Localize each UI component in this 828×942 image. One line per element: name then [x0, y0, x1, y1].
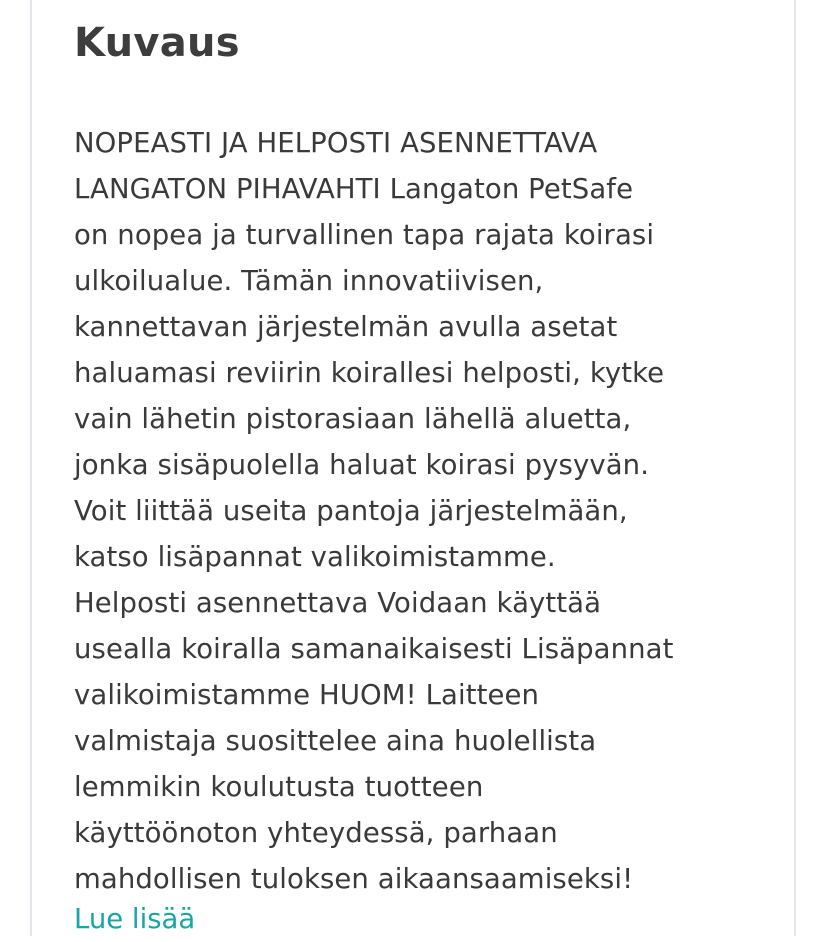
description-line: valikoimistamme HUOM! Laitteen: [74, 679, 540, 711]
description-line: Voit liittää useita pantoja järjestelmään,: [74, 495, 628, 527]
description-line: katso lisäpannat valikoimistamme.: [74, 541, 556, 573]
description-line: haluamasi reviirin koirallesi helposti, kytke: [74, 357, 665, 389]
description-line: lemmikin koulutusta tuotteen: [74, 771, 484, 803]
description-line: kannettavan järjestelmän avulla asetat: [74, 311, 618, 343]
section-title: Kuvaus: [74, 20, 240, 66]
description-line: valmistaja suosittelee aina huolellista: [74, 725, 597, 757]
description-line: LANGATON PIHAVAHTI Langaton PetSafe: [74, 173, 634, 205]
product-description: [74, 120, 774, 902]
description-line: vain lähetin pistorasiaan lähellä aluetta,: [74, 403, 632, 435]
description-line: usealla koiralla samanaikaisesti Lisäpannat: [74, 633, 674, 665]
description-line: Helposti asennettava Voidaan käyttää: [74, 587, 602, 619]
description-line: on nopea ja turvallinen tapa rajata koirasi: [74, 219, 655, 251]
description-line: ulkoilualue. Tämän innovatiivisen,: [74, 265, 544, 297]
description-panel: [30, 0, 796, 936]
description-line: NOPEASTI JA HELPOSTI ASENNETTAVA: [74, 127, 598, 159]
description-line: mahdollisen tuloksen aikaansaamiseksi!: [74, 863, 634, 895]
description-line: jonka sisäpuolella haluat koirasi pysyvän.: [74, 449, 650, 481]
read-more-link[interactable]: Lue lisää: [74, 903, 196, 935]
description-line: käyttöönoton yhteydessä, parhaan: [74, 817, 558, 849]
